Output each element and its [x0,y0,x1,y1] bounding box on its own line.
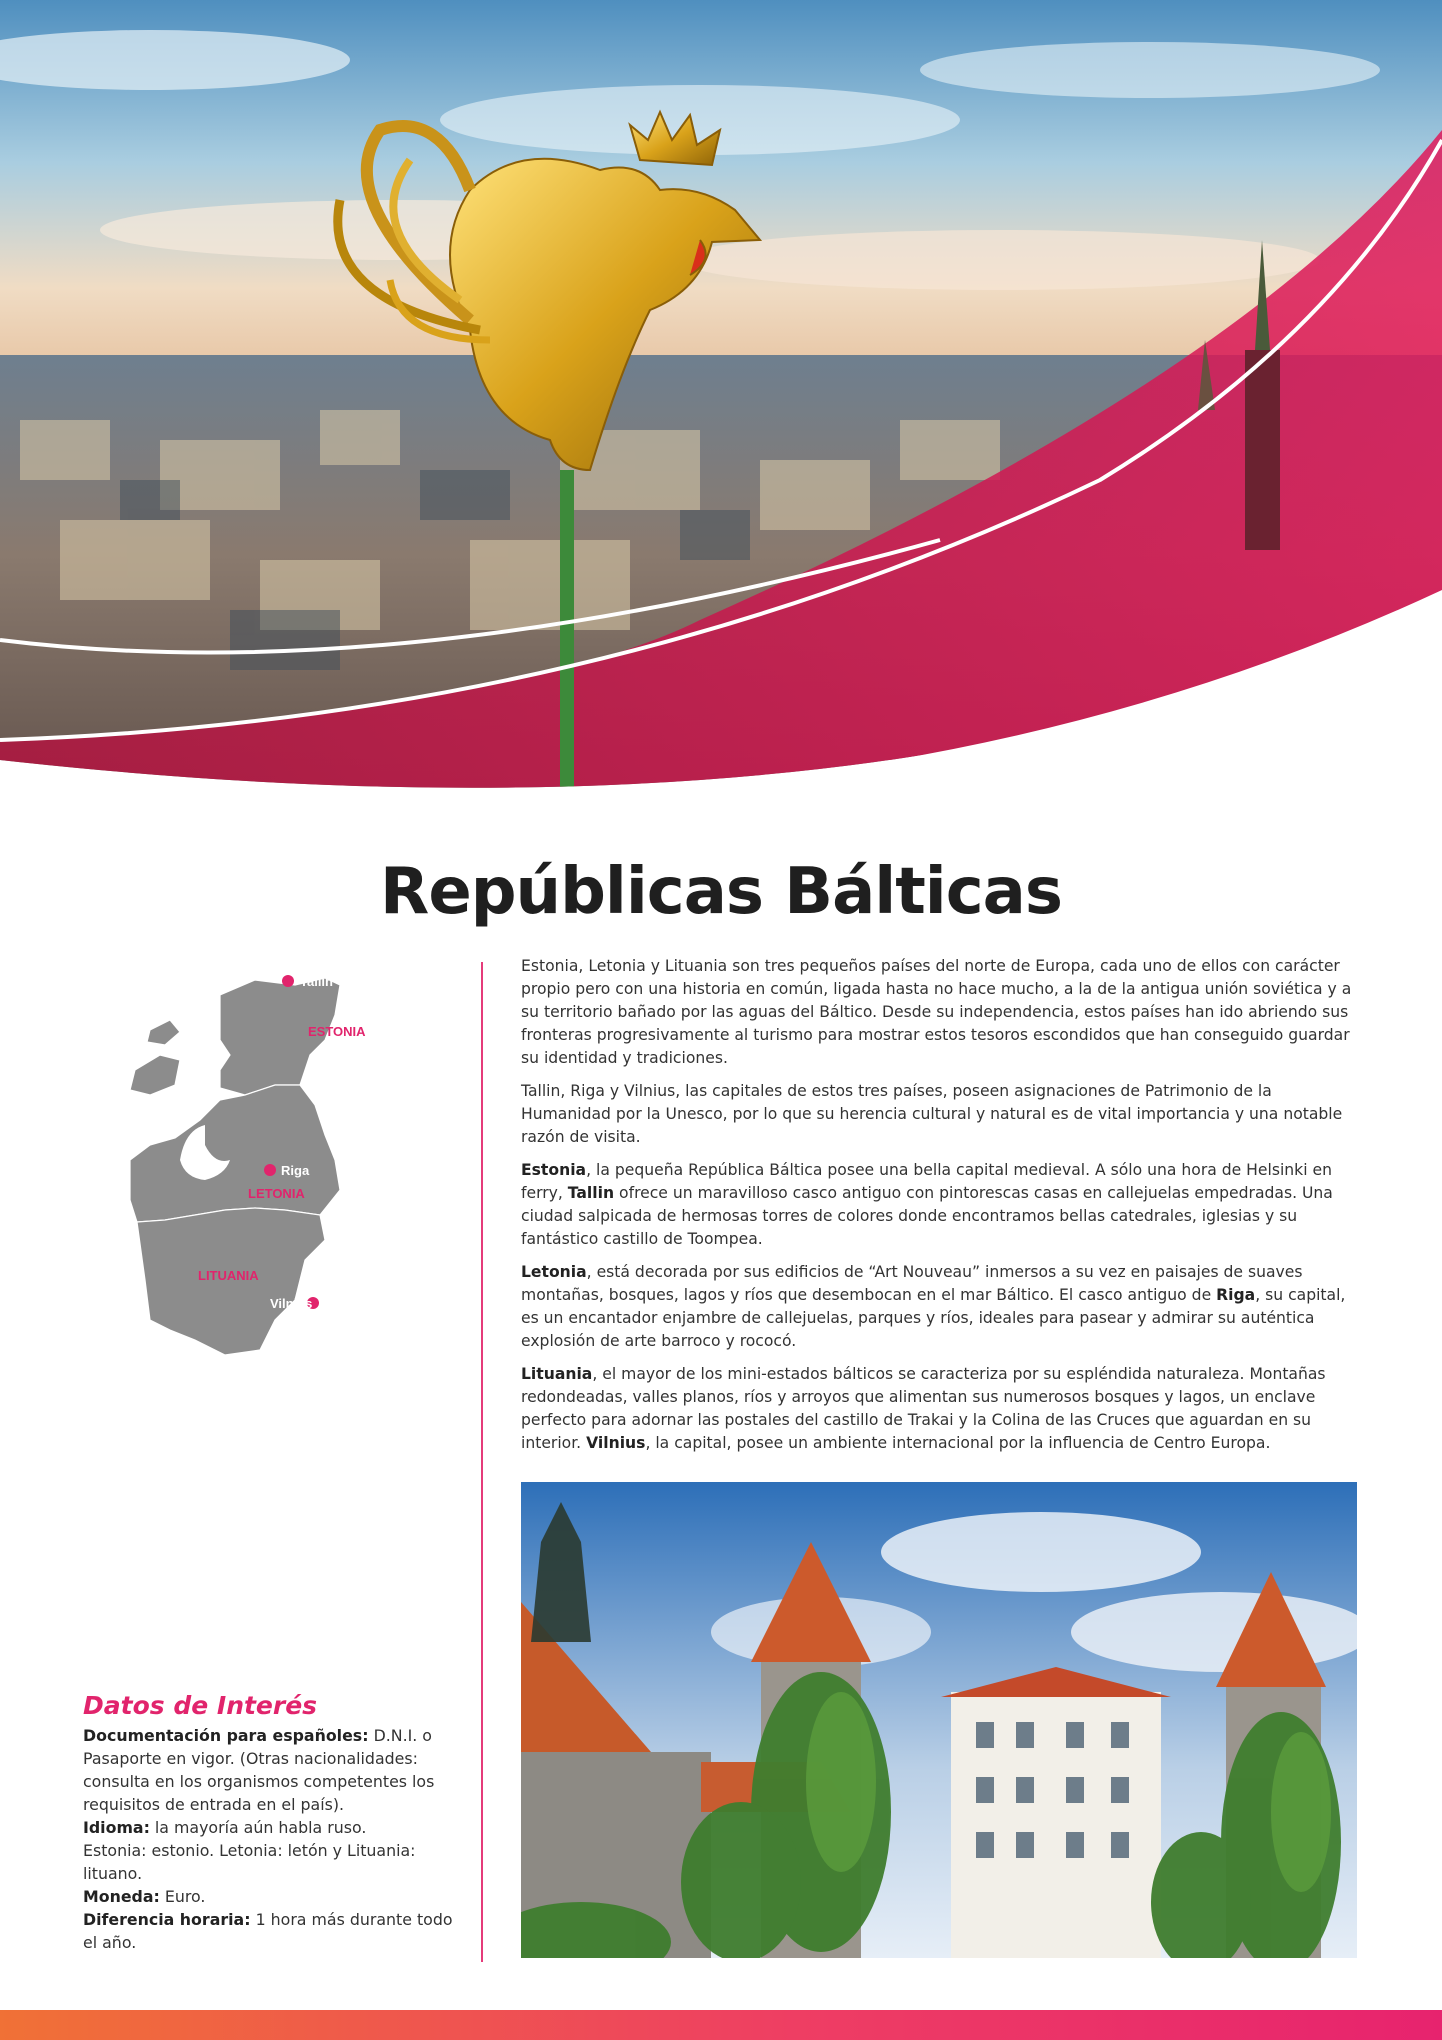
towers-photo [521,1482,1357,1958]
map-region-hiiumaa [147,1020,180,1045]
baltic-map [125,960,445,1410]
info-language: Idioma: la mayoría aún habla ruso. [83,1818,367,1837]
hero-image [0,0,1442,830]
intro-paragraph: Tallin, Riga y Vilnius, las capitales de estos tres países, poseen asignaciones de Patrimonio de la Humanidad por la Unesco, por lo que su herencia cultural y natural es de vital importancia y una notable razón de visita. [521,1082,1343,1146]
estonia-label: ESTONIA [308,1024,366,1039]
letonia-paragraph: Letonia, está decorada por sus edificios de “Art Nouveau” inmersos a su vez en paisajes de suaves montañas, bosques, lagos y ríos que desembocan en el mar Báltico. El casco antiguo de Riga, su capital, es un encantador enjambre de callejuelas, parques y ríos, ideales para pasear y admirar su auténtica explosión de arte barroco y rococó. [521,1263,1346,1350]
estonia-paragraph: Estonia, la pequeña República Báltica posee una bella capital medieval. A sólo una hora de Helsinki en ferry, Tallin ofrece un maravilloso casco antiguo con pintorescas casas en callejuelas empedradas. Una ciudad salpicada de hermosas torres de colores donde encontramos bellas catedrales, iglesias y su fantástico castillo de Toompea. [521,1161,1333,1248]
lituania-label: LITUANIA [198,1268,259,1283]
map-region-saaremaa [130,1055,180,1095]
tallin-marker [282,975,294,987]
lituania-paragraph: Lituania, el mayor de los mini-estados bálticos se caracteriza por su espléndida naturaleza. Montañas redondeadas, valles planos, ríos y arroyos que alimentan sus numerosos bosques y lagos, un enclave perfecto para adornar las postales del castillo de Trakai y la Colina de las Cruces que aguardan en su interior. Vilnius, la capital, posee un ambiente internacional por la influencia de Centro Europa. [521,1365,1326,1452]
info-documentation: Documentación para españoles: D.N.I. o Pasaporte en vigor. (Otras nacionalidades: consulta en los organismos competentes los requisitos de entrada en el país). [83,1726,435,1814]
letonia-label: LETONIA [248,1186,305,1201]
info-language-detail: Estonia: estonio. Letonia: letón y Lituania: lituano. [83,1841,416,1883]
vilnius-label: Vilnius [270,1296,313,1311]
info-box [83,1690,453,1954]
intro-text [521,955,1361,1465]
riga-label: Riga [281,1163,310,1178]
map-region-latvia [130,1085,340,1222]
bottom-color-bar [0,2010,1442,2040]
info-time-difference: Diferencia horaria: 1 hora más durante todo el año. [83,1910,453,1952]
info-currency: Moneda: Euro. [83,1887,206,1906]
tallin-label: Tallín [300,974,333,989]
intro-paragraph: Estonia, Letonia y Lituania son tres pequeños países del norte de Europa, cada uno de ellos con carácter propio pero con una historia en común, ligada hasta no hace mucho, a la de la antigua unión soviética y a su territorio bañado por las aguas del Báltico. Desde su independencia, estos países han ido abriendo sus fronteras progresivamente al turismo para mostrar estos tesoros escondidos que han conseguido guardar su identidad y tradiciones. [521,957,1352,1067]
page-title: Repúblicas Bálticas [380,855,1062,929]
info-heading: Datos de Interés [83,1691,318,1720]
riga-marker [264,1164,276,1176]
vertical-divider [481,962,483,1962]
